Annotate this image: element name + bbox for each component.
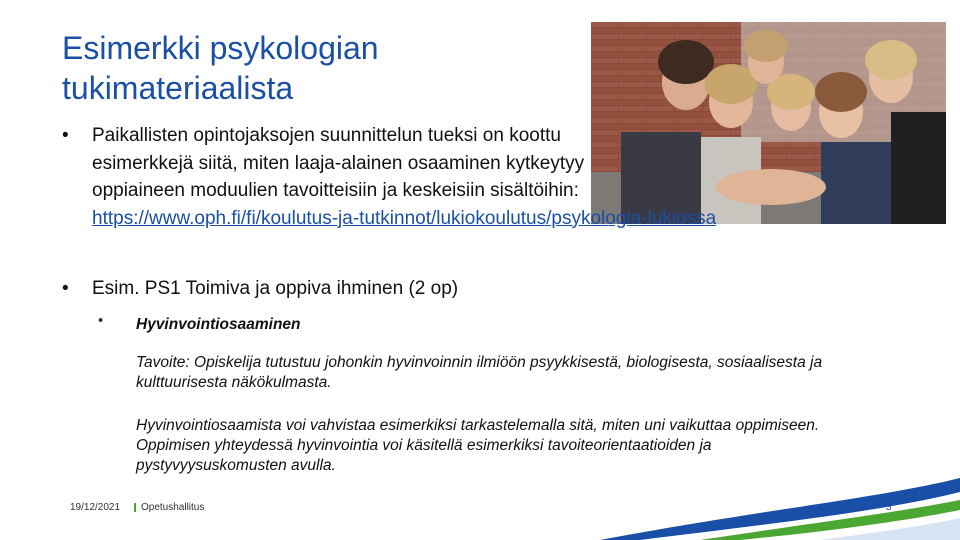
bullet-2-text: Esim. PS1 Toimiva ja oppiva ihminen (2 op) [92,278,459,299]
oph-link[interactable]: https://www.oph.fi/fi/koulutus-ja-tutkinnot/lukiokoulutus/psykologia-lukiossa [92,207,717,229]
sub-bullet-marker: • [98,312,104,329]
footer-organization: Opetushallitus [141,502,205,513]
footer-date: 19/12/2021 [70,502,121,513]
footer-separator [134,503,136,512]
bullet-marker: • [62,278,69,299]
sub-item-paragraph-2: Hyvinvointiosaamista voi vahvistaa esimerkiksi tarkastelemalla sitä, miten uni vaikuttaa oppimiseen. Oppimisen yhteydessä hyvinvointia voi käsitellä esimerkiksi tavoiteorientaatioiden ja pystyvyysuskomusten avulla. [136,417,820,474]
bullet-item-2 [62,275,662,302]
bullet-marker: • [62,125,69,146]
bullet-1-text: Paikallisten opintojaksojen suunnittelun tueksi on koottu esimerkkejä siitä, miten laaja-alainen osaaminen kytkeytyy oppiaineen moduulien tavoitteisiin ja keskeisiin sisältöihin: [92,125,585,201]
bullet-item-1 [62,122,922,232]
page-number: 3 [886,502,892,513]
sub-item-paragraph-1: Tavoite: Opiskelija tutustuu johonkin hyvinvoinnin ilmiöön psyykkisestä, biologisesta, sosiaalisesta ja kulttuurisesta näkökulmasta. [136,354,823,391]
sub-item-title: Hyvinvointiosaaminen [136,316,301,333]
slide-title: Esimerkki psykologian tukimateriaalista [62,30,379,106]
